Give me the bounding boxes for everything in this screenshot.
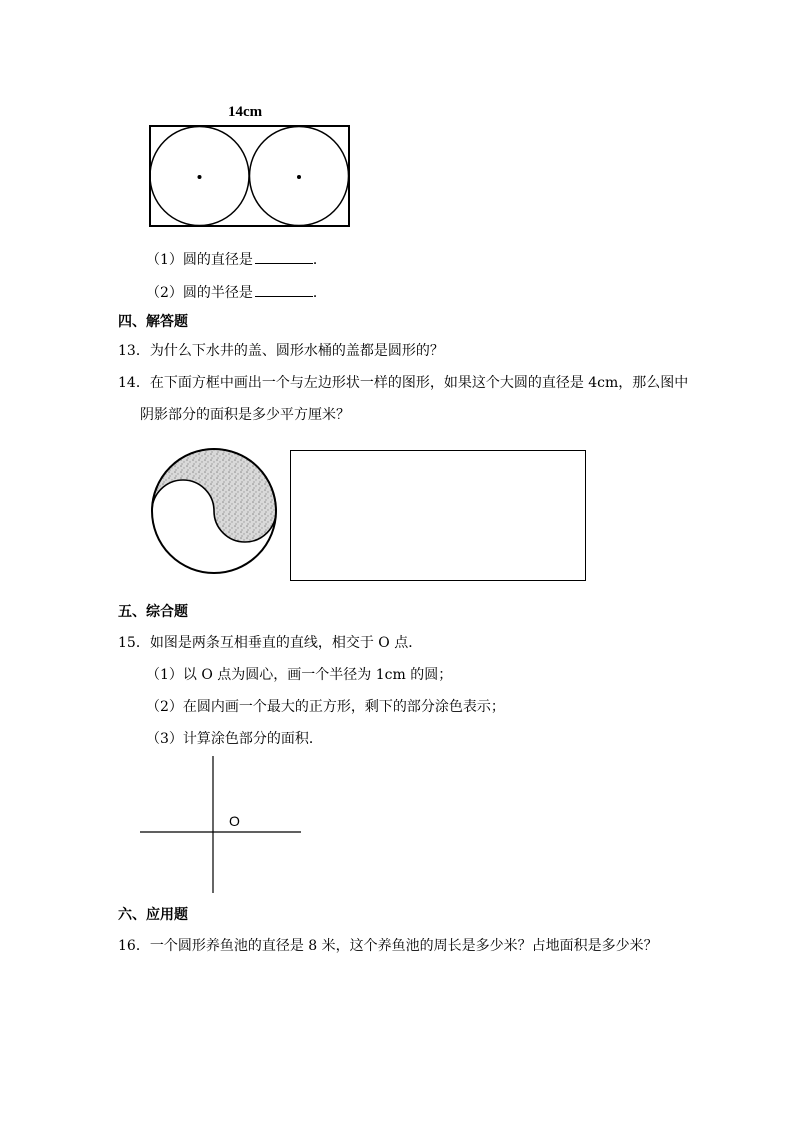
q12-part1 (146, 249, 327, 269)
q15-step1: （1）以 O 点为圆心，画一个半径为 1cm 的圆； (146, 667, 453, 683)
shaded-region (152, 449, 276, 542)
yin-yang-figure (150, 447, 280, 577)
q12-part1-suffix: ． (312, 252, 327, 268)
section-4-title: 四、解答题 (118, 314, 188, 330)
q12-part2 (146, 282, 327, 302)
drawing-box[interactable] (290, 450, 586, 581)
q15-intro: 15．如图是两条互相垂直的直线，相交于 O 点． (118, 635, 423, 651)
q16-text: 16．一个圆形养鱼池的直径是 8 米，这个养鱼池的周长是多少米？占地面积是多少米？ (118, 938, 658, 954)
q15-step3: （3）计算涂色部分的面积． (146, 731, 323, 747)
left-circle-center (198, 175, 202, 179)
q12-part1-prefix: （1）圆的直径是 (146, 252, 253, 268)
right-circle-center (297, 175, 301, 179)
q12-part2-blank[interactable] (255, 282, 313, 297)
figure-width-label: 14cm (228, 104, 263, 120)
q14-line1: 14．在下面方框中画出一个与左边形状一样的图形，如果这个大圆的直径是 4cm，那么图中 (118, 375, 689, 391)
section-6-title: 六、应用题 (118, 907, 188, 923)
q12-part1-blank[interactable] (255, 249, 313, 264)
section-5-title: 五、综合题 (118, 604, 188, 620)
point-o-label: O (229, 813, 240, 829)
q12-part2-prefix: （2）圆的半径是 (146, 285, 253, 301)
q13-text: 13．为什么下水井的盖、圆形水桶的盖都是圆形的？ (118, 343, 444, 359)
q14-line2: 阴影部分的面积是多少平方厘米？ (140, 407, 350, 423)
q15-step2: （2）在圆内画一个最大的正方形，剩下的部分涂色表示； (146, 699, 505, 715)
q12-part2-suffix: ． (312, 285, 327, 301)
perpendicular-lines-figure (140, 756, 302, 894)
two-circles-figure (149, 125, 351, 229)
